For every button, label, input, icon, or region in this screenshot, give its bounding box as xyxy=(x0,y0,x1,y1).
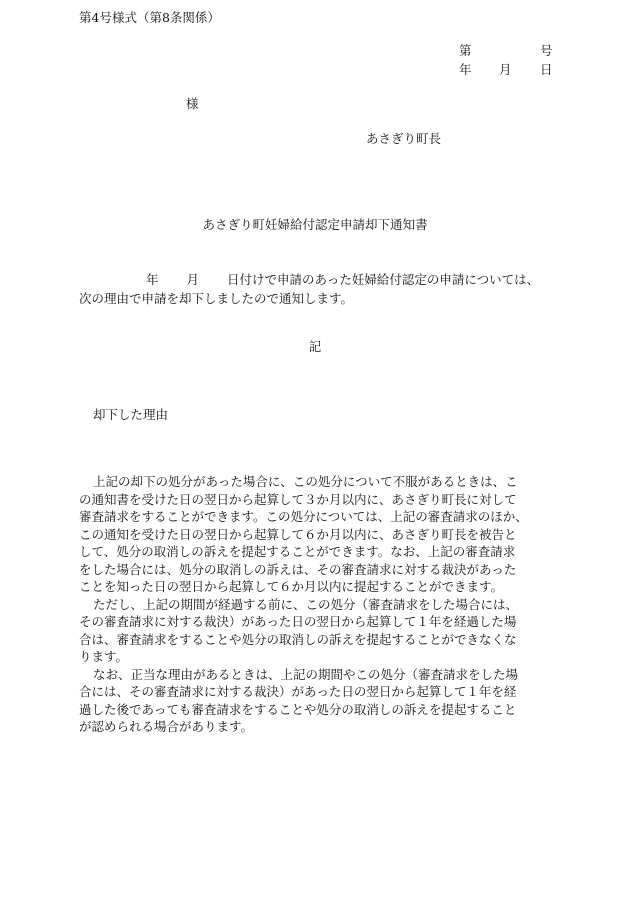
addressee-honorific: 様 xyxy=(186,96,199,111)
ki-heading: 記 xyxy=(308,339,322,354)
notice-line: の通知書を受けた日の翌日から起算して３か月以内に、あさぎり町長に対して xyxy=(79,491,517,507)
notice-line: その審査請求に対する裁決）があった日の翌日から起算して１年を経過した場 xyxy=(79,614,517,629)
intro-line-1 xyxy=(79,270,559,289)
notice-line: ことを知った日の翌日から起算して６か月以内に提起することができます。 xyxy=(79,579,504,594)
intro-month-label: 月 xyxy=(186,272,200,287)
intro-year-label: 年 xyxy=(146,272,159,287)
notice-line: をした場合には、処分の取消しの訴えは、その審査請求に対する裁決があった xyxy=(79,561,517,577)
notice-line: 過した後であっても審査請求をすることや処分の取消しの訴えを提起すること xyxy=(79,701,517,717)
form-number-label: 第4号様式（第8条関係） xyxy=(79,10,220,25)
intro-line-1-text: 日付けで申請のあった妊婦給付認定の申請については、 xyxy=(227,272,540,287)
document-number-suffix: 号 xyxy=(540,43,553,58)
notice-line: 合には、その審査請求に対する裁決）があった日の翌日から起算して１年を経 xyxy=(79,684,517,699)
document-title: あさぎり町妊婦給付認定申請却下通知書 xyxy=(202,217,428,232)
notice-line: なお、正当な理由があるときは、上記の期間やこの処分（審査請求をした場 xyxy=(93,666,519,682)
notice-line: ります。 xyxy=(79,649,129,664)
notice-line: ただし、上記の期間が経過する前に、この処分（審査請求をした場合には、 xyxy=(93,596,519,612)
intro-paragraph xyxy=(79,270,559,308)
reason-heading: 却下した理由 xyxy=(93,407,169,422)
date-month-label: 月 xyxy=(499,62,512,77)
intro-line-2: 次の理由で申請を却下しましたので通知します。 xyxy=(79,291,354,306)
date-day-label: 日 xyxy=(540,62,553,77)
notice-line: 審査請求をすることができます。この処分については、上記の審査請求のほか、 xyxy=(79,509,528,524)
sender-name: あさぎり町長 xyxy=(366,131,442,146)
date-year-label: 年 xyxy=(459,62,472,77)
notice-line: して、処分の取消しの訴えを提起することができます。なお、上記の審査請求 xyxy=(79,544,516,559)
document-number-prefix: 第 xyxy=(459,43,472,58)
notice-line: 合は、審査請求をすることや処分の取消しの訴えを提起することができなくな xyxy=(79,631,517,647)
appeal-notice xyxy=(79,473,559,736)
notice-line: が認められる場合があります。 xyxy=(79,719,254,734)
notice-line: 上記の却下の処分があった場合に、この処分について不服があるときは、こ xyxy=(93,474,518,489)
notice-line: この通知を受けた日の翌日から起算して６か月以内に、あさぎり町長を被告と xyxy=(79,526,517,542)
